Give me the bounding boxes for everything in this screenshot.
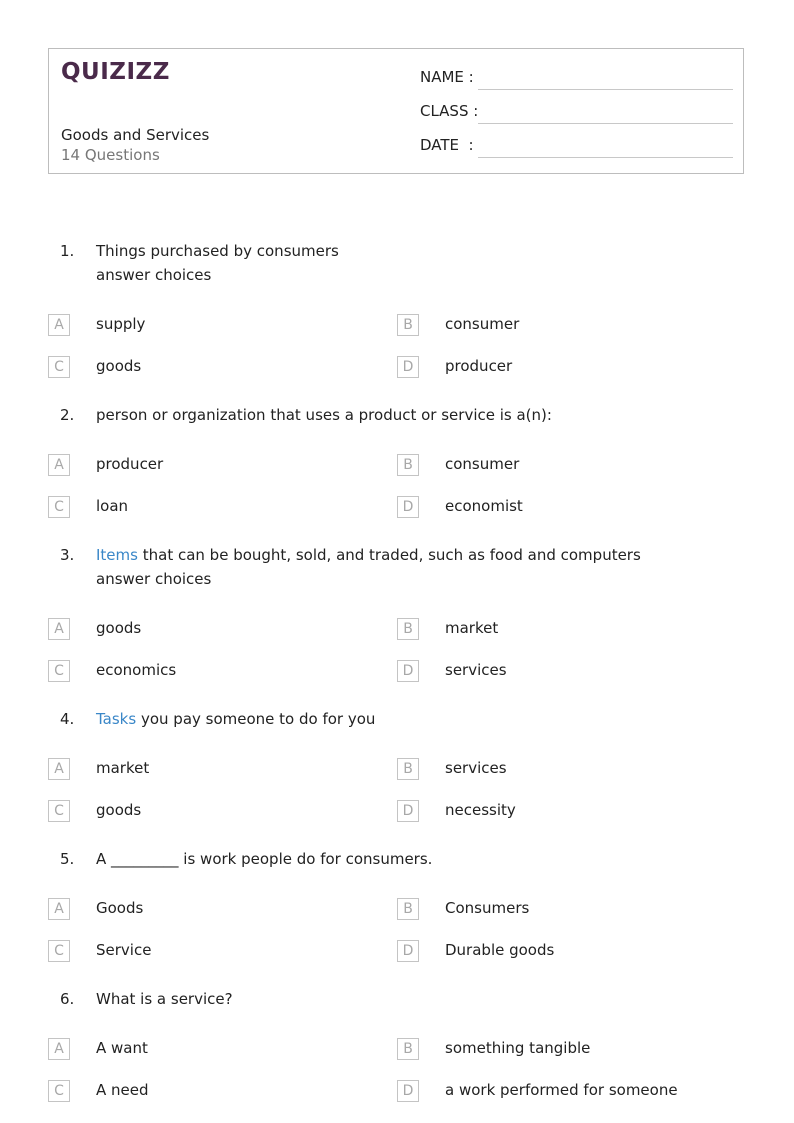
- option-text-d: necessity: [445, 801, 516, 819]
- option-letter-a: A: [48, 454, 70, 476]
- option-letter-d: D: [397, 660, 419, 682]
- name-label: NAME :: [420, 68, 474, 86]
- option-text-d: economist: [445, 497, 523, 515]
- question-number: 4.: [60, 710, 75, 728]
- question-text: A _________ is work people do for consumers.: [96, 850, 433, 868]
- option-text-c: goods: [96, 801, 142, 819]
- option-text-d: producer: [445, 357, 513, 375]
- option-letter-b: B: [397, 314, 419, 336]
- worksheet-title: Goods and Services: [61, 126, 210, 144]
- option-letter-b: B: [397, 454, 419, 476]
- option-letter-c: C: [48, 496, 70, 518]
- option-letter-d: D: [397, 496, 419, 518]
- option-letter-d: D: [397, 356, 419, 378]
- option-text-b: services: [445, 759, 507, 777]
- option-text-b: consumer: [445, 455, 520, 473]
- highlighted-term[interactable]: Tasks: [96, 710, 137, 728]
- quizizz-logo: QUIZIZZ: [61, 59, 170, 85]
- class-line[interactable]: [478, 123, 733, 124]
- option-letter-b: B: [397, 618, 419, 640]
- class-label: CLASS :: [420, 102, 479, 120]
- date-label: DATE :: [420, 136, 474, 154]
- option-text-c: Service: [96, 941, 152, 959]
- option-letter-c: C: [48, 660, 70, 682]
- option-letter-d: D: [397, 800, 419, 822]
- option-letter-c: C: [48, 1080, 70, 1102]
- question-text: person or organization that uses a product or service is a(n):: [96, 406, 552, 424]
- option-text-a: supply: [96, 315, 146, 333]
- option-letter-a: A: [48, 898, 70, 920]
- question-text: What is a service?: [96, 990, 233, 1008]
- question-text: [96, 710, 375, 728]
- option-text-b: market: [445, 619, 499, 637]
- option-letter-a: A: [48, 618, 70, 640]
- worksheet-header: [48, 48, 744, 174]
- option-text-b: something tangible: [445, 1039, 591, 1057]
- option-text-b: consumer: [445, 315, 520, 333]
- option-letter-c: C: [48, 356, 70, 378]
- option-text-a: Goods: [96, 899, 144, 917]
- question-number: 5.: [60, 850, 75, 868]
- option-text-b: Consumers: [445, 899, 530, 917]
- option-text-d: services: [445, 661, 507, 679]
- option-letter-b: B: [397, 1038, 419, 1060]
- option-text-a: producer: [96, 455, 164, 473]
- question-number: 3.: [60, 546, 75, 564]
- name-line[interactable]: [478, 89, 733, 90]
- question-count: 14 Questions: [61, 146, 160, 164]
- option-text-a: goods: [96, 619, 142, 637]
- option-text-d: a work performed for someone: [445, 1081, 678, 1099]
- option-letter-b: B: [397, 758, 419, 780]
- option-text-c: A need: [96, 1081, 149, 1099]
- option-letter-c: C: [48, 800, 70, 822]
- highlighted-term[interactable]: Items: [96, 546, 138, 564]
- option-letter-a: A: [48, 758, 70, 780]
- question-text: [96, 546, 641, 564]
- option-letter-a: A: [48, 1038, 70, 1060]
- option-letter-b: B: [397, 898, 419, 920]
- option-text-c: economics: [96, 661, 177, 679]
- question-number: 6.: [60, 990, 75, 1008]
- option-letter-c: C: [48, 940, 70, 962]
- date-line[interactable]: [478, 157, 733, 158]
- question-subtext: answer choices: [96, 266, 212, 284]
- question-subtext: answer choices: [96, 570, 212, 588]
- option-text-c: loan: [96, 497, 129, 515]
- question-number: 1.: [60, 242, 75, 260]
- option-letter-a: A: [48, 314, 70, 336]
- question-number: 2.: [60, 406, 75, 424]
- question-text-rest: you pay someone to do for you: [136, 710, 376, 728]
- option-text-c: goods: [96, 357, 142, 375]
- option-text-d: Durable goods: [445, 941, 555, 959]
- question-text-rest: that can be bought, sold, and traded, such as food and computers: [137, 546, 641, 564]
- option-letter-d: D: [397, 940, 419, 962]
- option-text-a: A want: [96, 1039, 148, 1057]
- option-letter-d: D: [397, 1080, 419, 1102]
- question-text: Things purchased by consumers: [96, 242, 339, 260]
- option-text-a: market: [96, 759, 150, 777]
